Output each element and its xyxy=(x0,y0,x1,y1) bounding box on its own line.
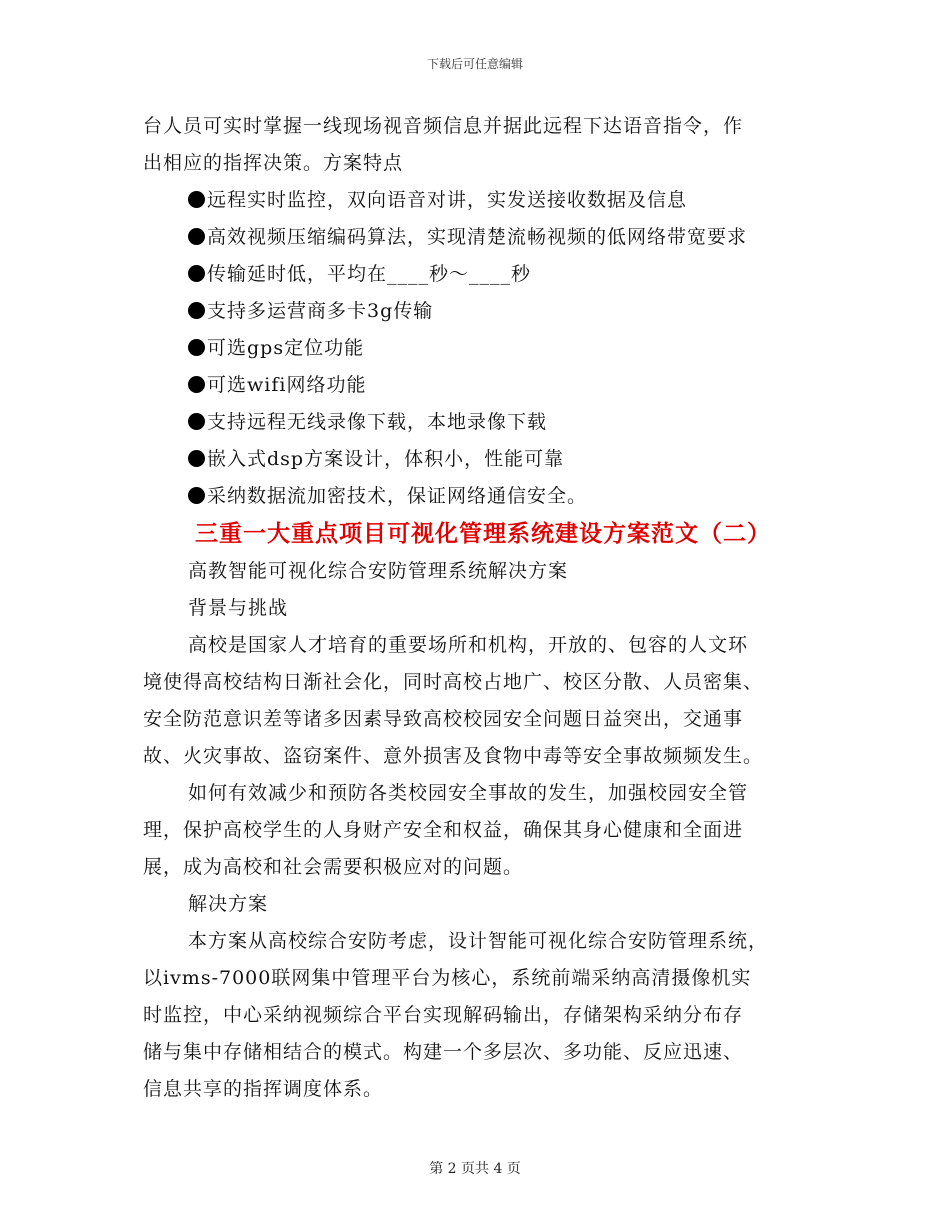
paragraph-line: 如何有效减少和预防各类校园安全事故的发生，加强校园安全管 xyxy=(188,782,749,804)
section-title: 三重一大重点项目可视化管理系统建设方案范文（二） xyxy=(195,520,771,547)
paragraph-line: 展，成为高校和社会需要积极应对的问题。 xyxy=(143,856,524,878)
feature-text: 嵌入式dsp方案设计，体积小，性能可靠 xyxy=(207,448,565,470)
feature-item xyxy=(143,293,808,330)
bullet-dot-icon xyxy=(188,450,205,467)
feature-item xyxy=(143,404,808,441)
intro-line: 出相应的指挥决策。方案特点 xyxy=(143,152,404,174)
background-heading: 背景与挑战 xyxy=(188,597,289,619)
feature-item xyxy=(143,219,808,256)
bullet-dot-icon xyxy=(188,302,205,319)
bullet-dot-icon xyxy=(188,376,205,393)
paragraph-line: 信息共享的指挥调度体系。 xyxy=(143,1078,384,1100)
paragraph-line: 故、火灾事故、盗窃案件、意外损害及食物中毒等安全事故频频发生。 xyxy=(143,745,764,767)
feature-text: 可选wifi网络功能 xyxy=(207,374,367,396)
page-header-note: 下载后可任意编辑 xyxy=(426,57,523,71)
feature-item xyxy=(143,478,808,515)
paragraph-line: 以ivms-7000联网集中管理平台为核心，系统前端采纳高清摄像机实 xyxy=(143,967,752,989)
bullet-dot-icon xyxy=(188,228,205,245)
paragraph-line: 储与集中存储相结合的模式。构建一个多层次、多功能、反应迅速、 xyxy=(143,1041,744,1063)
feature-text: 远程实时监控，双向语音对讲，实发送接收数据及信息 xyxy=(207,189,688,211)
paragraph-line: 时监控，中心采纳视频综合平台实现解码输出，存储架构采纳分布存 xyxy=(143,1004,744,1026)
intro-line: 台人员可实时掌握一线现场视音频信息并据此远程下达语音指令，作 xyxy=(143,115,744,137)
bullet-dot-icon xyxy=(188,191,205,208)
feature-text: 可选gps定位功能 xyxy=(207,337,365,359)
section-subtitle: 高教智能可视化综合安防管理系统解决方案 xyxy=(188,560,569,582)
document-body xyxy=(143,108,808,1108)
feature-item xyxy=(143,256,808,293)
feature-item xyxy=(143,182,808,219)
feature-text: 采纳数据流加密技术，保证网络通信安全。 xyxy=(207,485,588,507)
feature-item xyxy=(143,330,808,367)
feature-text: 支持多运营商多卡3g传输 xyxy=(207,300,434,322)
bullet-dot-icon xyxy=(188,339,205,356)
bullet-dot-icon xyxy=(188,265,205,282)
paragraph-line: 安全防范意识差等诸多因素导致高校校园安全问题日益突出，交通事 xyxy=(143,708,744,730)
feature-text: 传输延时低，平均在____秒～____秒 xyxy=(207,263,532,285)
page-footer: 第 2 页共 4 页 xyxy=(429,1161,521,1177)
paragraph-line: 理，保护高校学生的人身财产安全和权益，确保其身心健康和全面进 xyxy=(143,819,744,841)
bullet-dot-icon xyxy=(188,487,205,504)
paragraph-line: 本方案从高校综合安防考虑，设计智能可视化综合安防管理系统， xyxy=(188,930,769,952)
feature-item xyxy=(143,441,808,478)
bullet-dot-icon xyxy=(188,413,205,430)
feature-text: 支持远程无线录像下载，本地录像下载 xyxy=(207,411,548,433)
solution-heading: 解决方案 xyxy=(188,893,269,915)
paragraph-line: 高校是国家人才培育的重要场所和机构，开放的、包容的人文环 xyxy=(188,634,749,656)
feature-text: 高效视频压缩编码算法，实现清楚流畅视频的低网络带宽要求 xyxy=(207,226,748,248)
paragraph-line: 境使得高校结构日渐社会化，同时高校占地广、校区分散、人员密集、 xyxy=(143,671,764,693)
feature-item xyxy=(143,367,808,404)
